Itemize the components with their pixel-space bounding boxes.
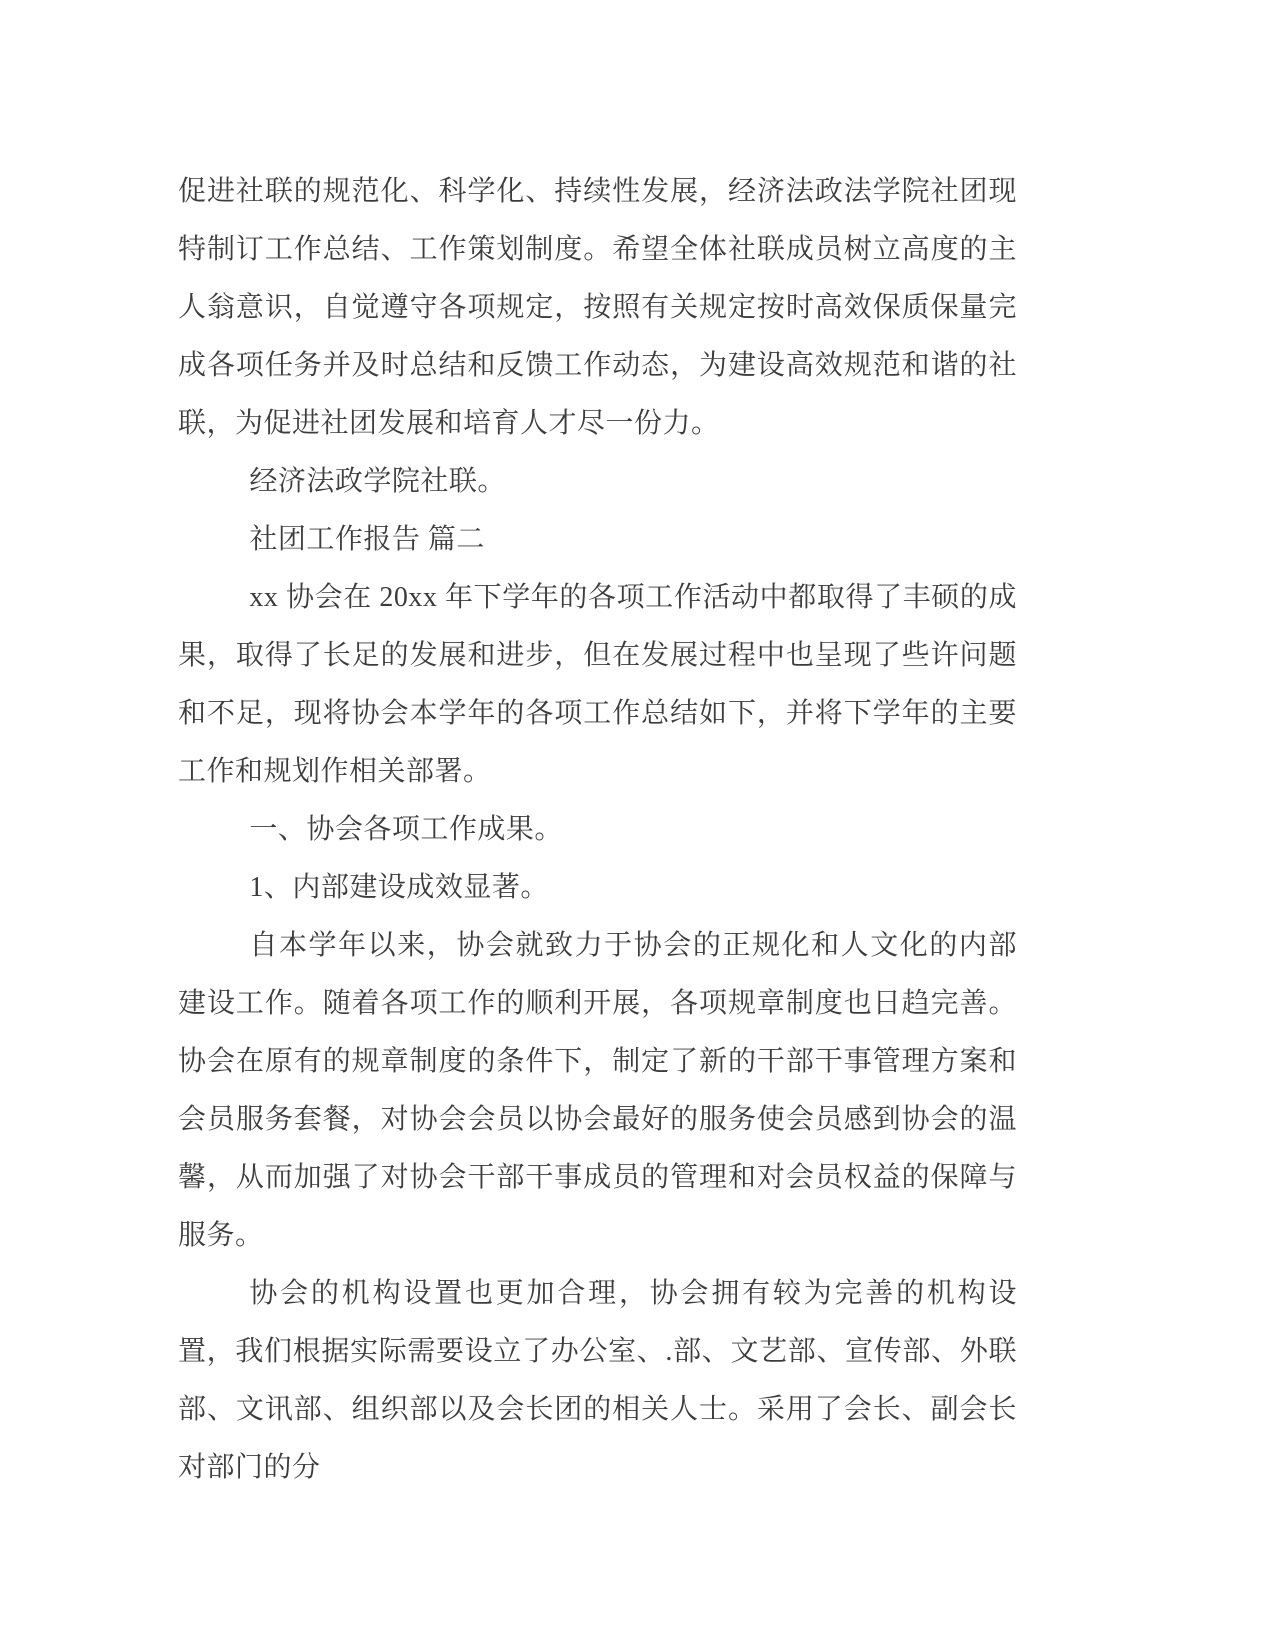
paragraph-heading-1: 一、协会各项工作成果。 xyxy=(249,814,563,845)
paragraph-intro: xx 协会在 20xx 年下学年的各项工作活动中都取得了丰硕的成果，取得了长足的发展和进步，但在发展过程中也呈现了些许问题和不足，现将协会本学年的各项工作总结如下，并将下学年的主要工作和规划作相关部署。 xyxy=(178,582,1017,787)
document-body xyxy=(178,163,1017,1497)
paragraph-continuation: 促进社联的规范化、科学化、持续性发展，经济法政法学院社团现特制订工作总结、工作策划制度。希望全体社联成员树立高度的主人翁意识，自觉遵守各项规定，按照有关规定按时高效保质保量完成各项任务并及时总结和反馈工作动态，为建设高效规范和谐的社联，为促进社团发展和培育人才尽一份力。 xyxy=(178,176,1017,439)
paragraph-body-1: 自本学年以来，协会就致力于协会的正规化和人文化的内部建设工作。随着各项工作的顺利开展，各项规章制度也日趋完善。协会在原有的规章制度的条件下，制定了新的干部干事管理方案和会员服务套餐，对协会会员以协会最好的服务使会员感到协会的温馨，从而加强了对协会干部干事成员的管理和对会员权益的保障与服务。 xyxy=(178,930,1017,1251)
paragraph-signature: 经济法政学院社联。 xyxy=(249,466,506,497)
paragraph-section-title: 社团工作报告 篇二 xyxy=(249,524,485,555)
paragraph-body-2: 协会的机构设置也更加合理，协会拥有较为完善的机构设置，我们根据实际需要设立了办公室、.部、文艺部、宣传部、外联部、文讯部、组织部以及会长团的相关人士。采用了会长、副会长对部门的分 xyxy=(178,1278,1017,1483)
paragraph-subheading-1: 1、内部建设成效显著。 xyxy=(249,872,549,903)
